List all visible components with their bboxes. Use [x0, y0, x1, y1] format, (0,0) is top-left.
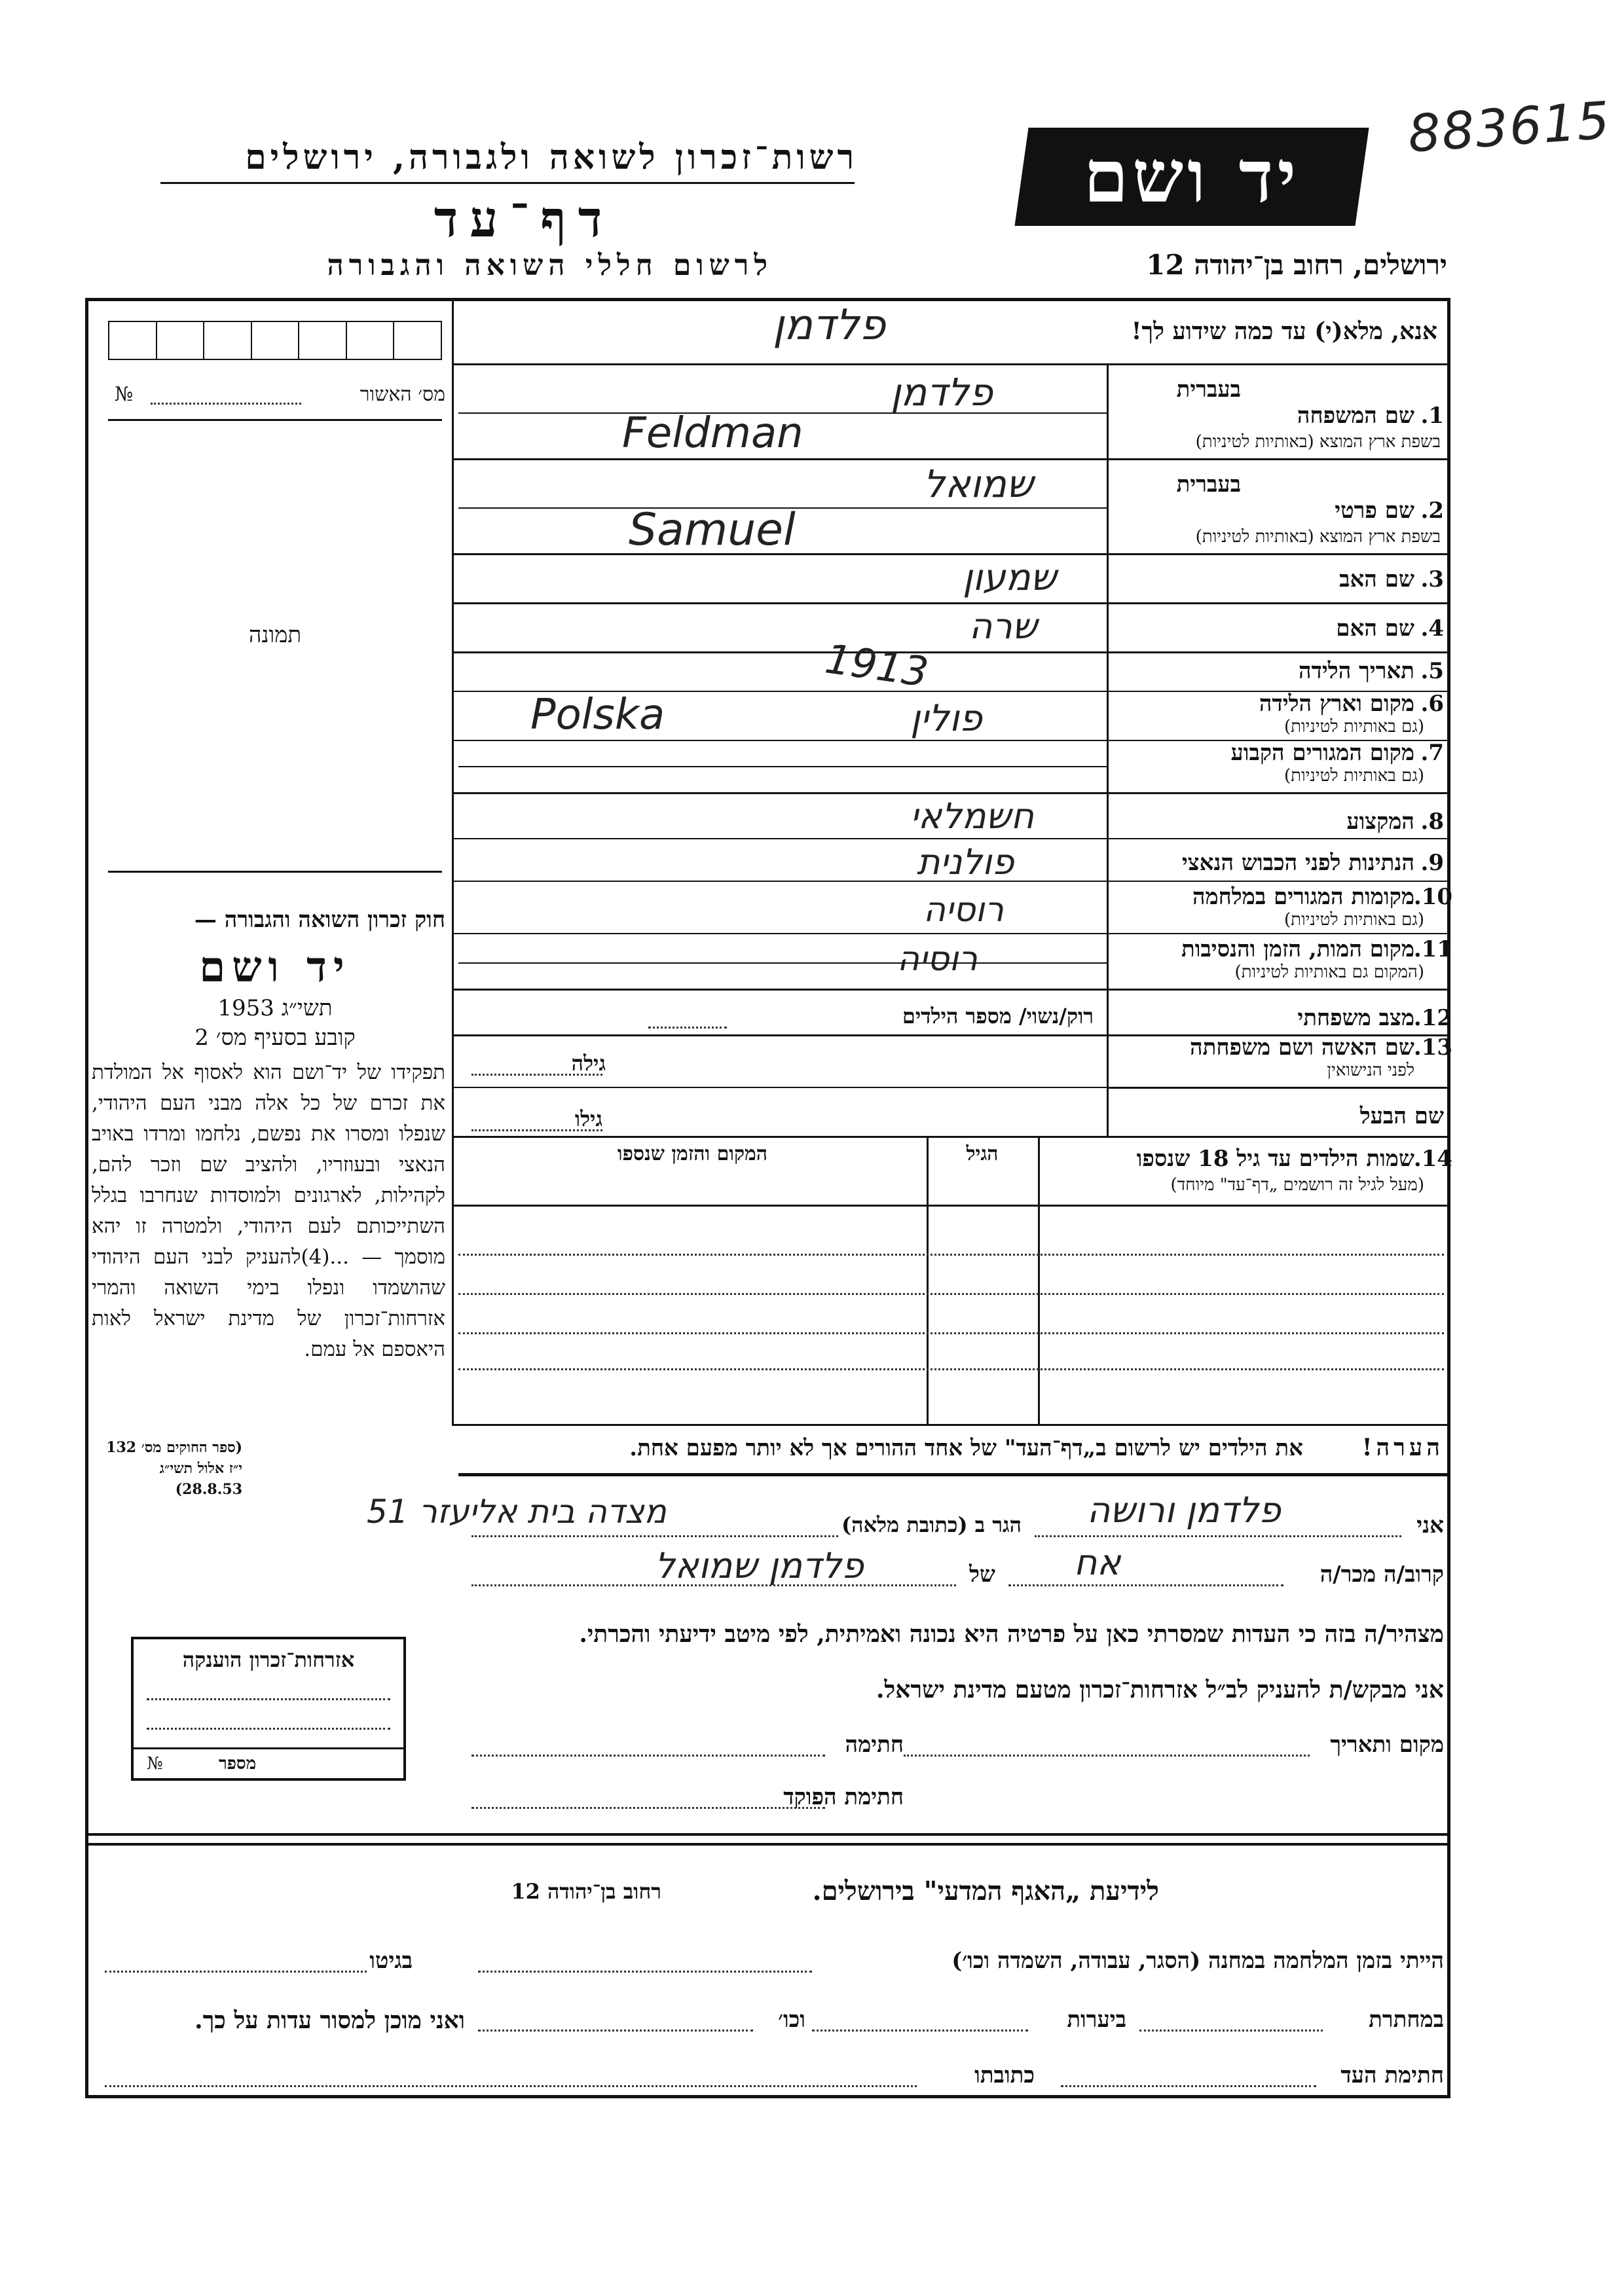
- law-reference: (ספר החוקים מס׳ 132 י״ז אלול תשי״ג 28.8.53): [106, 1439, 242, 1498]
- decl-address-value: מצדה בית אליעזר 51: [367, 1493, 667, 1531]
- field-2-num: 2.: [1420, 498, 1444, 524]
- field-8-label: המקצוע: [1346, 809, 1414, 835]
- decl-relative-label: קרוב/ה מכר/ה: [1320, 1561, 1444, 1588]
- bottom-address-label: כתובתו: [974, 2062, 1035, 2088]
- field-10-value: רוסיה: [923, 890, 1004, 930]
- field-5-num: 5.: [1420, 658, 1444, 684]
- yad-vashem-logo: [1014, 128, 1369, 226]
- field-2-sub: בשפת ארץ המוצא (באותיות לטיניות): [1195, 527, 1441, 547]
- decl-of-label: של: [969, 1561, 995, 1588]
- bottom-ready: ואני מוכן למסור עדות על כך.: [194, 2007, 465, 2034]
- field-1-tag: בעברית: [1176, 376, 1241, 403]
- field-7-label: מקום המגורים הקבוע: [1230, 740, 1414, 766]
- form-subtitle: לרשום חללי השואה והגבורה: [327, 249, 773, 282]
- field-2-latin-value: Samuel: [629, 504, 796, 556]
- bottom-forests: ביערות: [1067, 2007, 1126, 2033]
- field-13-sub: לפני הנישואין: [1327, 1061, 1414, 1080]
- field-12-label: מצב משפחתי: [1297, 1005, 1414, 1031]
- field-9-value: פולנית: [917, 841, 1014, 883]
- field-12-num: 12.: [1413, 1005, 1452, 1031]
- header-address: ירושלים, רחוב בן־יהודה 12: [1146, 249, 1447, 281]
- note-label: הערה!: [1361, 1434, 1444, 1461]
- field-7-sub: (גם באותיות לטיניות): [1283, 766, 1424, 786]
- decl-officer-signature: חתימת הפוקד: [783, 1784, 904, 1810]
- bottom-title: לידיעת „האגף המדעי" בירושלים.: [812, 1876, 1159, 1906]
- field-12-value: רוק/נשוי/ מספר הילדים: [902, 1004, 1094, 1029]
- field-1-latin-value: Feldman: [622, 409, 803, 458]
- field-3-label: שם האב: [1339, 566, 1414, 592]
- law-title: חוק זכרון השואה והגבורה —: [194, 907, 445, 933]
- field-11-label: מקום המות, הזמן והנסיבות: [1181, 936, 1414, 962]
- photo-label: תמונה: [248, 622, 302, 648]
- field-3-num: 3.: [1420, 566, 1444, 592]
- intro-text: אנא, מלא(י) עד כמה שידוע לך!: [1131, 318, 1437, 345]
- field-13-num: 13.: [1413, 1034, 1452, 1061]
- law-body: תפקידו של יד־ושם הוא לאסוף אל המולדת את זכרם של כל אלה מבני העם היהודי, שנפלו ומסרו את נפשם, נלחמו ומרדו באויב הנאצי ובעוזריו, ולהציב שם וזכר להם, לקהילות, לארגונים ולמוסדות שנחרבו בגלל השתייכותם לעם היהודי, ולמטרה זו יהא מוסמך — ...(4)להעניק לבני העם היהודי שהושמדו ונפלו בימי השואה והמרי אזרחות־זכרון של מדינת ישראל לאות היאספם אל עמם.: [92, 1061, 445, 1361]
- field-6-num: 6.: [1420, 691, 1444, 717]
- children-sub: (מעל לגיל זה רושמים „דף־עד" מיוחד): [1170, 1175, 1424, 1195]
- file-number: 883615: [1406, 91, 1613, 164]
- field-5-label: תאריך הלידה: [1298, 658, 1414, 684]
- bottom-camp-line: הייתי בזמן המלחמה במחנה (הסגר, עבודה, השמדה וכו׳): [951, 1948, 1444, 1974]
- children-num: 14.: [1413, 1146, 1452, 1172]
- decl-signature: חתימה: [845, 1732, 904, 1758]
- law-year: תשי״ג 1953: [217, 995, 333, 1021]
- law-clause: קובע בסעיף מס׳ 2: [194, 1025, 356, 1051]
- field-4-value: שרה: [969, 606, 1038, 647]
- bottom-witness-signature: חתימת העד: [1340, 2062, 1444, 2088]
- decl-name-value: פלדמן ורושה: [1087, 1489, 1281, 1531]
- field-4-label: שם האם: [1336, 615, 1414, 642]
- decl-statement: מצהיר/ה בזה כי העדות שמסרתי כאן על פרטיה היא נכונה ואמיתית, לפי מיטב ידיעתי והכרתי.: [579, 1620, 1444, 1648]
- note-text: את הילדים יש לרשום ב„דף־העד" של אחד ההורים אך לא יותר מפעם אחת.: [629, 1435, 1303, 1461]
- field-8-num: 8.: [1420, 809, 1444, 835]
- field-2-label: שם פרטי: [1335, 498, 1414, 524]
- field-4-num: 4.: [1420, 615, 1444, 642]
- field-10-num: 10.: [1413, 884, 1452, 910]
- field-2-hebrew-value: שמואל: [923, 462, 1034, 506]
- bottom-underground: במחתרת: [1369, 2007, 1444, 2033]
- field-6-value: פולין: [910, 697, 982, 740]
- field-husband-age-label: גילו: [574, 1106, 602, 1131]
- approval-no-sign: №: [115, 383, 134, 406]
- field-11-num: 11.: [1413, 936, 1452, 962]
- field-13-age-label: גילה: [571, 1051, 606, 1076]
- field-8-value: חשמלאי: [910, 795, 1035, 837]
- law-name: יד ושם: [199, 943, 351, 992]
- field-13-label: שם האשה ושם משפחתה: [1190, 1034, 1414, 1061]
- field-11-sub: (המקום גם באותיות לטיניות): [1234, 962, 1424, 982]
- field-7-num: 7.: [1420, 740, 1444, 766]
- field-6-label: מקום וארץ הלידה: [1259, 691, 1414, 717]
- citizenship-box: [131, 1637, 406, 1781]
- bottom-ghetto: בגיטו: [369, 1948, 413, 1974]
- field-6-sub: (גם באותיות לטיניות): [1283, 717, 1424, 737]
- decl-of-value: פלדמן שמואל: [655, 1545, 864, 1586]
- field-2-tag: בעברית: [1176, 471, 1241, 498]
- field-11-value: רוסיה: [897, 939, 978, 979]
- field-9-label: הנתינות לפני הכבוש הנאצי: [1181, 850, 1414, 876]
- field-1-hebrew-value: פלדמן: [891, 370, 993, 414]
- citizenship-box-title: אזרחות־זכרון הוענקה: [182, 1647, 355, 1672]
- decl-lives-label: הגר ב (כתובת מלאה): [841, 1512, 1022, 1537]
- children-col-place: המקום והזמן שנספו: [617, 1142, 768, 1165]
- children-col-age: הגיל: [966, 1142, 999, 1165]
- citizenship-box-no: №: [147, 1754, 163, 1774]
- field-3-value: שמעון: [963, 556, 1057, 599]
- handwritten-surname-top: פלדמן: [773, 301, 886, 350]
- form-title: דף־עד: [434, 190, 614, 248]
- field-husband-label: שם הבעל: [1359, 1103, 1444, 1129]
- field-9-num: 9.: [1420, 850, 1444, 876]
- decl-place-date: מקום ותאריך: [1330, 1732, 1444, 1758]
- field-6-latin-value: Polska: [530, 691, 665, 739]
- decl-relation-value: אח: [1074, 1542, 1121, 1583]
- citizenship-box-number: מספר: [219, 1754, 257, 1774]
- authority-title: רשות־זכרון לשואה ולגבורה, ירושלים: [245, 137, 858, 177]
- field-1-label: שם המשפחה: [1297, 403, 1414, 429]
- approval-boxes: [108, 321, 442, 360]
- bottom-etc: וכו׳: [778, 2007, 805, 2033]
- decl-ani: אני: [1416, 1512, 1444, 1539]
- field-10-label: מקומות המגורים במלחמה: [1192, 884, 1414, 910]
- children-label: שמות הילדים עד גיל 18 שנספו: [1136, 1146, 1414, 1172]
- field-5-value: 1913: [822, 634, 932, 697]
- field-10-sub: (גם באותיות לטיניות): [1283, 910, 1424, 930]
- decl-request: אני מבקש/ת להעניק לב״ל אזרחות־זכרון מטעם מדינת ישראל.: [876, 1676, 1444, 1704]
- bottom-address: רחוב בן־יהודה 12: [511, 1879, 661, 1904]
- field-1-num: 1.: [1420, 403, 1444, 429]
- approval-number-label: מס׳ האשור: [360, 383, 445, 406]
- logo-text: יד ושם: [1083, 134, 1301, 219]
- field-1-sub: בשפת ארץ המוצא (באותיות לטיניות): [1195, 432, 1441, 452]
